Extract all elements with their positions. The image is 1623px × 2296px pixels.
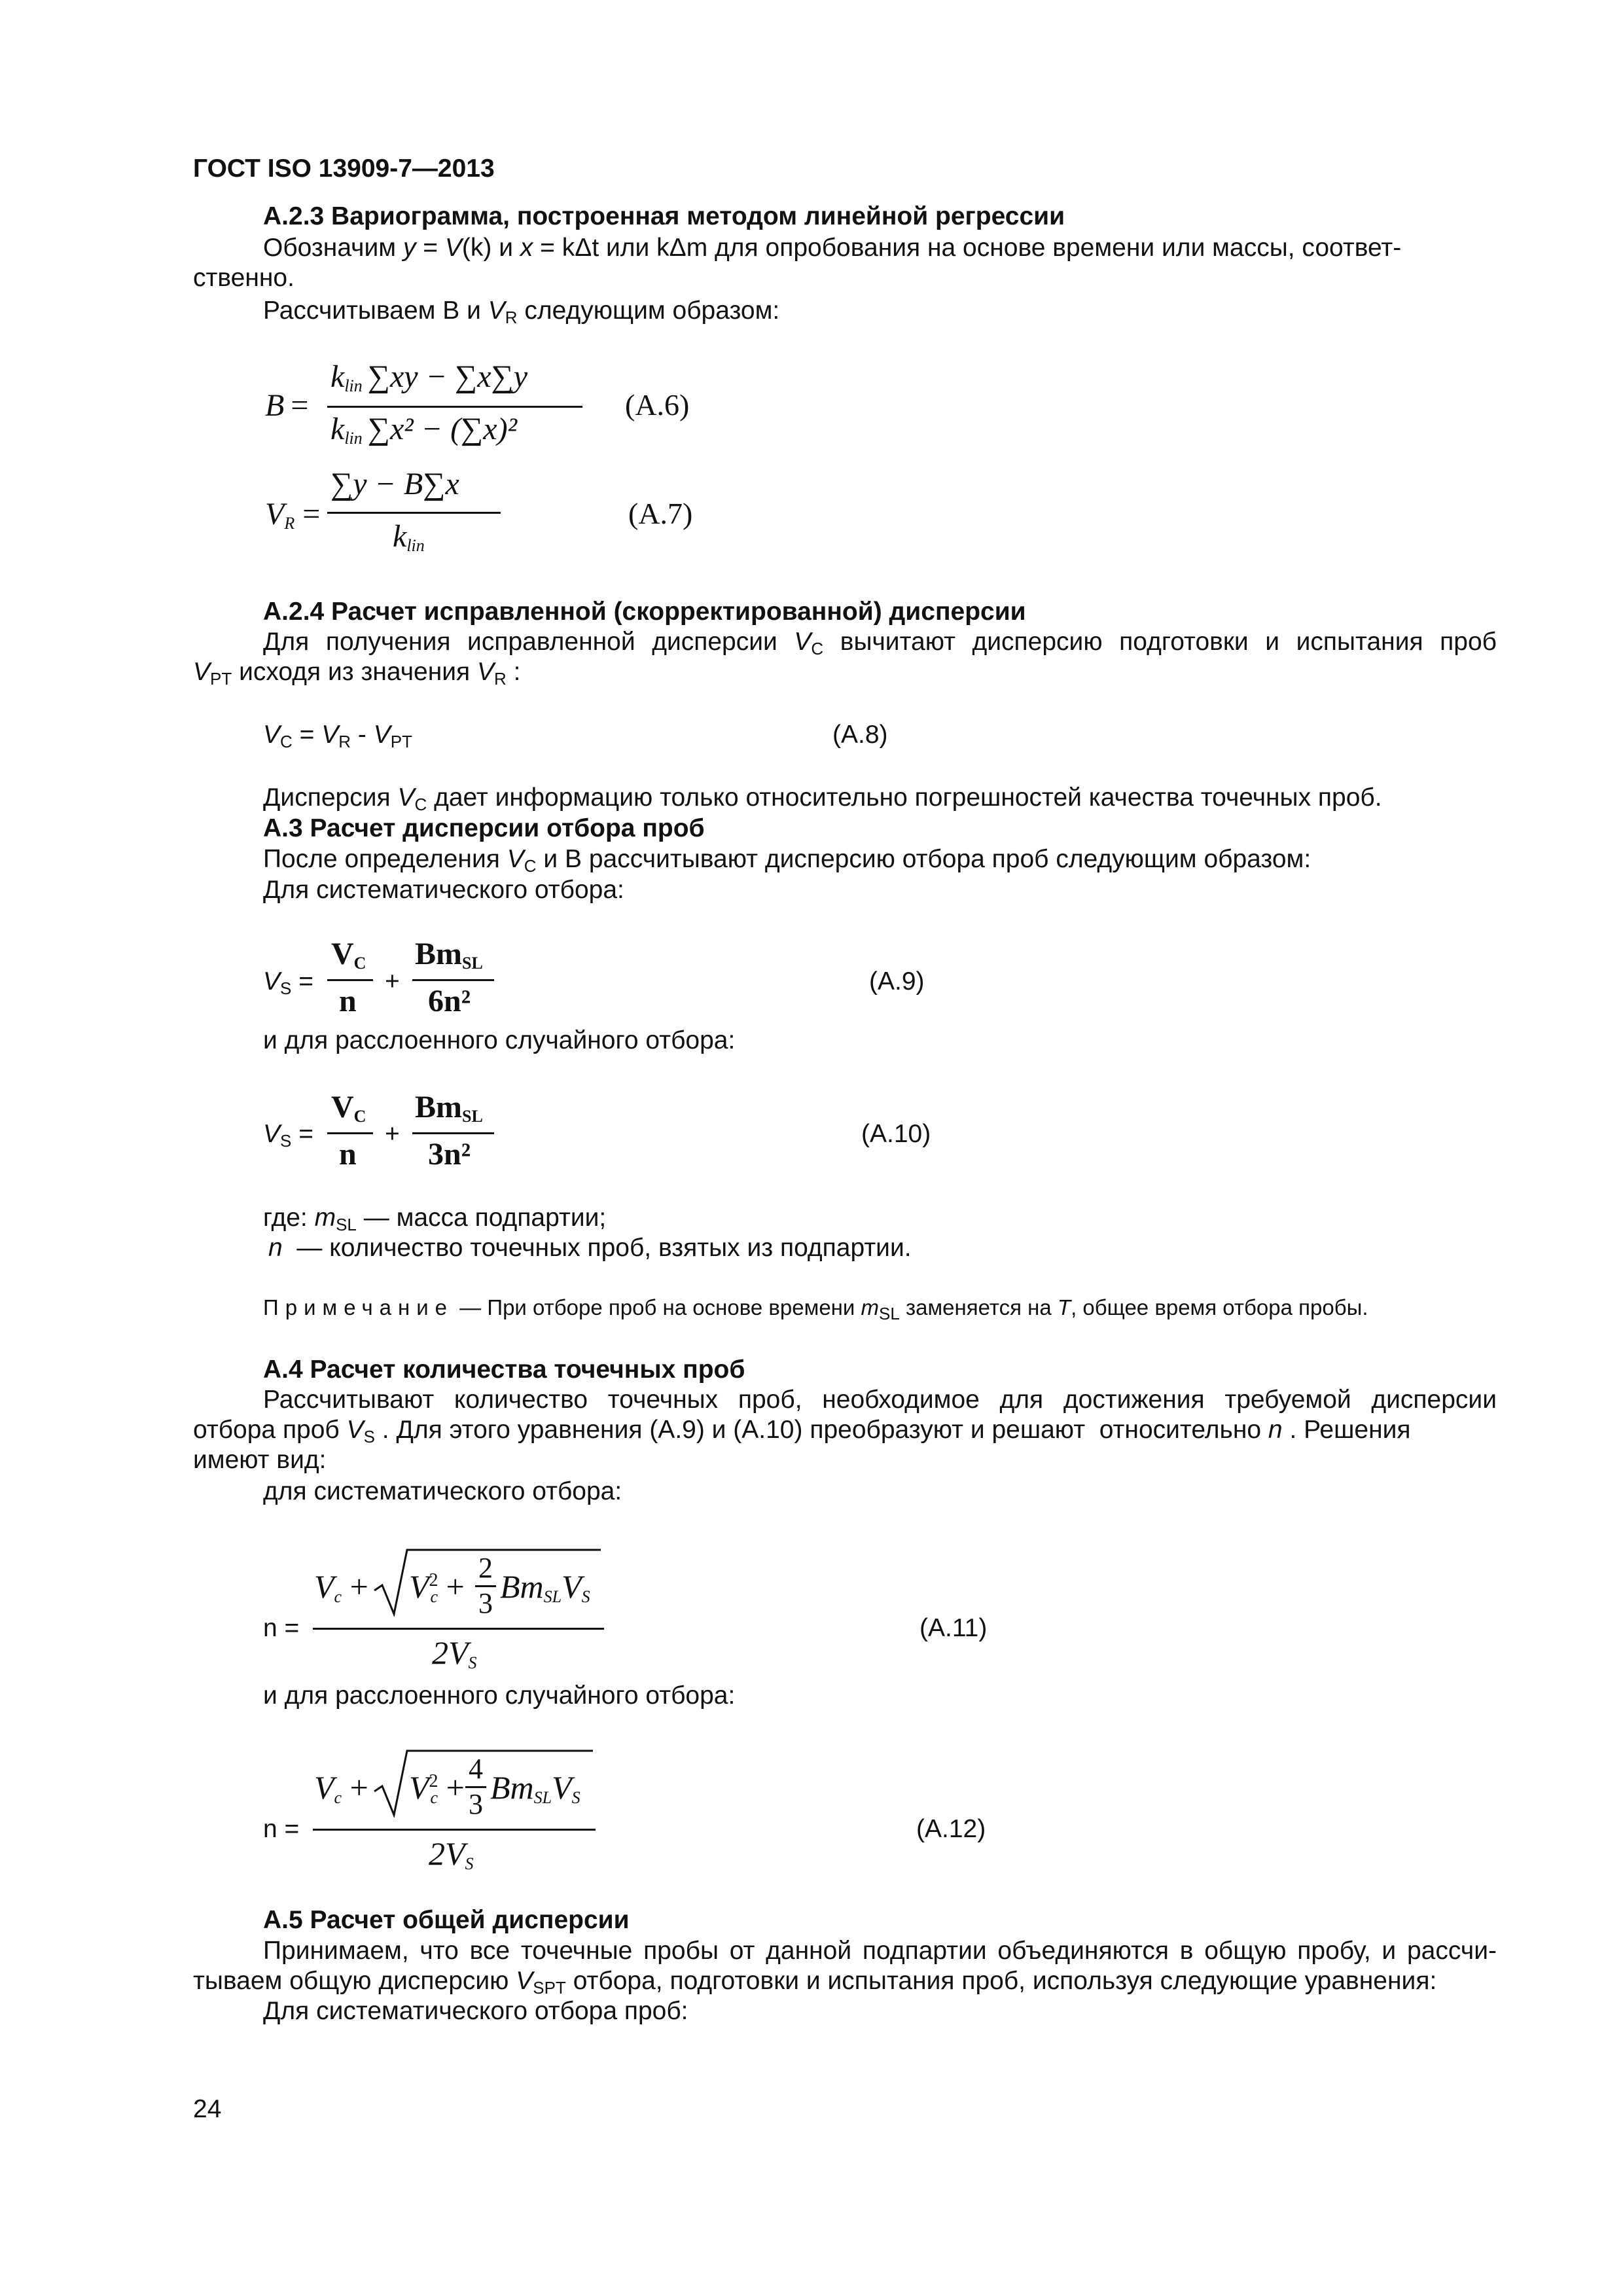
document-id-header: ГОСТ ISO 13909-7—2013: [193, 154, 495, 183]
paragraph-a24-p2: [263, 783, 1382, 813]
eq-a10-frac2-num: [415, 1089, 483, 1125]
equals: =: [302, 497, 321, 531]
var-V: V: [373, 721, 391, 749]
eq-a6-fraction-bar: [327, 406, 582, 408]
equals: =: [291, 967, 313, 996]
section-heading-a3: А.3 Расчет дисперсии отбора проб: [263, 814, 705, 842]
var-V: V: [552, 1769, 572, 1806]
subscript: c: [430, 1587, 438, 1606]
var-m: m: [861, 1295, 880, 1319]
text: отбора, подготовки и испытания проб, используя следующие уравнения:: [565, 1967, 1437, 1995]
eq-a12-label: (A.12): [916, 1815, 986, 1843]
eq-a9-plus: +: [385, 967, 400, 996]
var-k: k: [393, 519, 407, 554]
subscript: C: [414, 795, 427, 814]
var-V: V: [488, 296, 505, 325]
eq-a12-inner-frac-den: 3: [469, 1788, 483, 1820]
subscript: S: [363, 1427, 375, 1446]
eq-a7-label: (A.7): [628, 497, 693, 530]
subscript: R: [284, 514, 295, 533]
subscript: PT: [210, 669, 232, 689]
text: Рассчитываем В и: [263, 296, 488, 325]
paragraph-a3-p3: и для расслоенного случайного отбора:: [263, 1026, 736, 1054]
paragraph-a4-line3: имеют вид:: [193, 1446, 327, 1474]
paragraph-a24-line2: [193, 657, 520, 687]
subscript: PT: [390, 732, 412, 751]
var-V: V: [263, 721, 281, 749]
subscript: S: [468, 1653, 477, 1672]
subscript: SL: [533, 1788, 552, 1807]
eq-a11-fraction-bar: [313, 1628, 604, 1630]
paragraph-a4-p3: и для расслоенного случайного отбора:: [263, 1681, 736, 1710]
eq-a12-numerator: [314, 1768, 368, 1806]
eq-a10-frac1-num: [331, 1089, 366, 1125]
subscript: SPT: [533, 1978, 566, 1998]
page-number: 24: [193, 2095, 222, 2123]
var-V: V: [193, 658, 211, 686]
text: :: [506, 658, 521, 686]
eq-a9-lhs: [263, 967, 313, 997]
eq-a12-fraction-bar: [313, 1829, 596, 1831]
denominator-expression: ∑x² − (∑x)²: [367, 412, 517, 446]
eq-a8-label: (A.8): [832, 721, 888, 749]
eq-a9-frac2-num: [415, 936, 483, 972]
text: Для получения исправленной дисперсии: [263, 628, 794, 656]
eq-a10-plus: +: [385, 1120, 400, 1148]
var-V: V: [409, 1568, 429, 1605]
text: заменяется на: [899, 1295, 1058, 1319]
paragraph-a4-line2: [193, 1415, 1411, 1445]
subscript: SL: [543, 1587, 562, 1606]
subscript: R: [338, 732, 351, 751]
var-V: V: [507, 845, 524, 873]
var-V: V: [516, 1967, 533, 1995]
subscript: C: [353, 1107, 366, 1126]
where-line2: [268, 1233, 912, 1263]
plus: +: [446, 1769, 465, 1806]
eq-a9-frac1-bar: [327, 979, 373, 981]
subscript: c: [334, 1788, 342, 1807]
den-2V: 2V: [432, 1634, 469, 1671]
eq-a10-label: (A.10): [861, 1120, 931, 1148]
var-V: V: [444, 234, 462, 262]
where-line1: [263, 1203, 606, 1233]
text: исходя из значения: [232, 658, 478, 686]
subscript: C: [524, 856, 537, 876]
eq-a9-frac2-bar: [412, 979, 494, 981]
superscript: 2: [429, 1771, 438, 1791]
var-V: V: [794, 628, 812, 656]
var-k: k: [330, 359, 345, 394]
eq-a11-label: (A.11): [919, 1614, 988, 1642]
paragraph-a23-line1: [263, 233, 1497, 263]
var-V: V: [477, 658, 495, 686]
text: вычитают дисперсию подготовки и испытания проб: [823, 628, 1497, 656]
eq-a7-lhs: [265, 496, 320, 532]
paragraph-a24-line1: [263, 627, 1497, 657]
subscript: S: [581, 1587, 590, 1606]
subscript: lin: [344, 376, 363, 395]
var-Bm: Bm: [500, 1568, 544, 1605]
var-V: V: [263, 967, 281, 996]
paragraph-a3-p2: Для систематического отбора:: [263, 876, 624, 904]
subscript: C: [353, 954, 366, 973]
text: — количество точечных проб, взятых из подпартии.: [282, 1234, 912, 1262]
var-V: V: [346, 1416, 364, 1444]
section-heading-a5: А.5 Расчет общей дисперсии: [263, 1906, 630, 1934]
eq-a11-inner-frac-den: 3: [478, 1587, 493, 1619]
eq-a9-label: (A.9): [869, 967, 925, 996]
equals: =: [291, 388, 309, 423]
var-x: x: [520, 234, 533, 262]
text: Дисперсия: [263, 783, 398, 812]
eq-a11-inner-frac-num: 2: [478, 1552, 493, 1584]
note: [263, 1295, 1368, 1321]
var-Bm: Bm: [490, 1769, 534, 1806]
subscript: S: [280, 1131, 292, 1151]
subscript: R: [494, 669, 507, 689]
operator: -: [351, 721, 374, 749]
eq-a7-numerator: ∑y − B∑x: [330, 467, 459, 501]
eq-a8: [263, 720, 412, 750]
subscript: SL: [462, 954, 483, 973]
subscript: c: [334, 1587, 342, 1606]
var-V: V: [263, 1120, 281, 1148]
eq-a10-frac2-bar: [412, 1132, 494, 1134]
var-Bm: Bm: [415, 937, 462, 971]
plus: +: [446, 1568, 465, 1605]
eq-a6-lhs: [265, 387, 308, 423]
paragraph-a5-p2: Для систематического отбора проб:: [263, 1997, 688, 2025]
paragraph-a5-line1: Принимаем, что все точечные пробы от данной подпартии объединяются в общую пробу, и рассчи-: [263, 1937, 1497, 1965]
superscript: 2: [429, 1570, 438, 1590]
eq-a11-lhs: n =: [263, 1614, 300, 1642]
eq-a6-label: (A.6): [625, 388, 690, 422]
eq-a10-frac1-den: n: [339, 1137, 357, 1172]
equals: =: [291, 1120, 313, 1148]
text: = kΔt или kΔm для опробования на основе времени или массы, соответ-: [533, 234, 1402, 262]
eq-a10-frac1-bar: [327, 1132, 373, 1134]
section-heading-a23: А.2.3 Вариограмма, построенная методом линейной регрессии: [263, 202, 1065, 230]
section-heading-a4: А.4 Расчет количества точечных проб: [263, 1355, 745, 1384]
eq-a12-radicand-a: [409, 1768, 465, 1806]
text: — При отборе проб на основе времени: [454, 1295, 861, 1319]
eq-a12-denominator: [429, 1835, 474, 1873]
var-V: V: [265, 497, 285, 531]
eq-a11-numerator: [314, 1568, 368, 1605]
var-V: V: [321, 721, 339, 749]
var-V: V: [409, 1769, 429, 1806]
text: , общее время отбора пробы.: [1071, 1295, 1368, 1319]
var-V: V: [331, 1090, 354, 1124]
text: отбора проб: [193, 1416, 347, 1444]
paragraph-a23-p2: [263, 296, 779, 326]
text: . Для этого уравнения (А.9) и (А.10) преобразуют и решают относительно: [374, 1416, 1268, 1444]
text: (k) и: [461, 234, 520, 262]
text: Обозначим: [263, 234, 403, 262]
text: . Решения: [1282, 1416, 1411, 1444]
subscript: S: [571, 1788, 580, 1807]
subscript: SL: [879, 1304, 900, 1323]
eq-a11-denominator: [432, 1634, 477, 1672]
eq-a10-frac2-den: 3n²: [428, 1137, 471, 1172]
den-2V: 2V: [429, 1835, 465, 1872]
eq-a12-lhs: n =: [263, 1815, 300, 1843]
var-V: V: [314, 1568, 334, 1605]
eq-a10-lhs: [263, 1119, 313, 1149]
eq-a9-frac2-den: 6n²: [428, 984, 471, 1018]
eq-a11-radicand-b: [500, 1568, 590, 1605]
paragraph-a4-line1: Рассчитывают количество точечных проб, необходимое для достижения требуемой дисперсии: [263, 1386, 1497, 1414]
var-V: V: [562, 1568, 582, 1605]
var-B: B: [265, 388, 285, 423]
eq-a7-denominator: [393, 518, 425, 554]
subscript: C: [811, 639, 824, 658]
text: =: [416, 234, 445, 262]
text: и В рассчитывают дисперсию отбора проб следующим образом:: [536, 845, 1311, 873]
subscript: c: [430, 1788, 438, 1807]
plus: +: [349, 1568, 368, 1605]
var-n: n: [268, 1234, 283, 1262]
text: следующим образом:: [517, 296, 780, 325]
paragraph-a3-p1: [263, 844, 1311, 874]
plus: +: [349, 1769, 368, 1806]
text: — масса подпартии;: [356, 1204, 607, 1232]
subscript: lin: [406, 536, 425, 555]
var-V: V: [314, 1769, 334, 1806]
subscript: SL: [336, 1215, 357, 1234]
var-m: m: [314, 1204, 336, 1232]
subscript: lin: [344, 429, 363, 448]
eq-a9-frac1-num: [331, 936, 366, 972]
eq-a12-radicand-b: [490, 1768, 580, 1806]
text: После определения: [263, 845, 507, 873]
eq-a7-fraction-bar: [327, 512, 501, 514]
note-lead: Примечание: [263, 1295, 454, 1319]
operator: =: [292, 721, 322, 749]
subscript: R: [505, 308, 518, 327]
section-heading-a24: А.2.4 Расчет исправленной (скорректированной) дисперсии: [263, 598, 1026, 626]
var-V: V: [331, 937, 354, 971]
text: где:: [263, 1204, 315, 1232]
var-Bm: Bm: [415, 1090, 462, 1124]
var-n: n: [1268, 1416, 1283, 1444]
subscript: S: [465, 1854, 474, 1873]
eq-a11-radicand-a: [409, 1568, 465, 1605]
paragraph-a4-p2: для систематического отбора:: [263, 1477, 622, 1505]
var-V: V: [397, 783, 415, 812]
eq-a6-numerator: [330, 359, 527, 395]
eq-a12-inner-frac-num: 4: [469, 1753, 483, 1785]
subscript: SL: [462, 1107, 483, 1126]
text: дает информацию только относительно погрешностей качества точечных проб.: [427, 783, 1382, 812]
subscript: C: [280, 732, 293, 751]
paragraph-a23-line2: ственно.: [193, 264, 294, 292]
eq-a6-denominator: [330, 411, 517, 447]
subscript: S: [280, 978, 292, 998]
var-k: k: [330, 412, 345, 446]
numerator-expression: ∑xy − ∑x∑y: [367, 359, 528, 394]
eq-a9-frac1-den: n: [339, 984, 357, 1018]
paragraph-a5-line2: [193, 1966, 1436, 1996]
var-y: y: [402, 234, 416, 262]
var-T: T: [1057, 1295, 1071, 1319]
text: тываем общую дисперсию: [193, 1967, 516, 1995]
